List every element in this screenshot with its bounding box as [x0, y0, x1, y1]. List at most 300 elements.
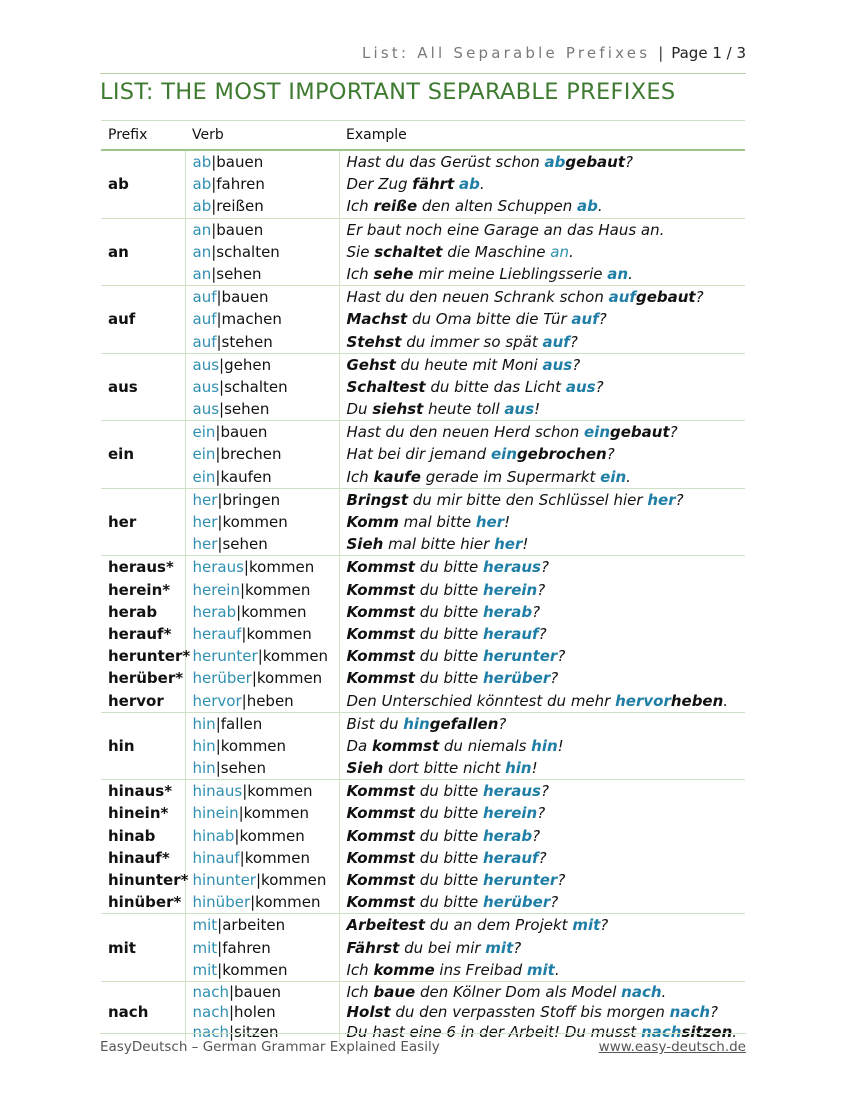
verb-stem: sehen	[222, 535, 268, 554]
example-text: ?	[540, 782, 549, 801]
prefix-label: aus	[108, 377, 138, 396]
verb-entry	[193, 645, 339, 667]
example-text: ins Freibad	[434, 960, 527, 979]
separator-bar: |	[216, 310, 222, 329]
prefix-highlight: hin	[505, 759, 532, 778]
verb-prefix: herüber	[192, 669, 252, 688]
verb-stem: sehen	[224, 400, 270, 419]
example-text: !	[531, 759, 538, 778]
example-cell	[339, 488, 745, 556]
example-text: !	[557, 736, 564, 755]
example-text: mal bitte	[398, 513, 476, 531]
verb-prefix: mit	[192, 960, 218, 979]
verb-emphasis: Kommst	[346, 848, 415, 867]
example-text: du mir bitte den Schlüssel hier	[408, 490, 648, 509]
prefix-cell	[101, 914, 185, 982]
example-text: du bitte	[414, 848, 483, 867]
verb-stem: kommen	[247, 782, 313, 801]
verb-cell	[185, 914, 339, 982]
verb-prefix: hinauf	[192, 848, 240, 867]
example-text: .	[554, 960, 560, 979]
prefix-highlight: herunter	[482, 647, 558, 666]
example-text: heute toll	[423, 400, 505, 419]
verb-emphasis: Kommst	[346, 826, 415, 845]
verb-entry	[193, 489, 339, 511]
separator-bar: |	[236, 602, 242, 621]
prefix-label: nach	[108, 1002, 149, 1021]
verb-prefix: hervor	[192, 691, 242, 710]
example-text: ?	[675, 490, 684, 509]
verb-entry	[193, 891, 339, 913]
example-text: du bitte	[414, 647, 483, 666]
separator-bar: |	[217, 916, 223, 935]
column-header-prefix: Prefix	[101, 121, 185, 151]
verb-stem: reißen	[216, 197, 264, 216]
example-sentence	[347, 533, 746, 555]
example-text: Ich	[346, 960, 374, 979]
example-text: .	[628, 264, 633, 283]
prefix-table	[101, 120, 745, 1042]
example-text: ?	[532, 826, 541, 845]
verb-stem: sehen	[216, 264, 262, 283]
verb-emphasis: baue	[373, 982, 416, 1001]
separator-bar: |	[239, 580, 246, 599]
verb-prefix: an	[192, 264, 212, 283]
verb-prefix: hin	[192, 736, 216, 755]
example-sentence	[347, 579, 746, 601]
page-title: LIST: THE MOST IMPORTANT SEPARABLE PREFIXES	[100, 79, 676, 105]
verb-prefix: hinüber	[192, 893, 251, 912]
verb-prefix: ab	[192, 197, 212, 216]
verb-entry	[193, 914, 339, 936]
header-separator: |	[658, 44, 664, 62]
example-text: ?	[606, 445, 615, 464]
separator-bar: |	[251, 669, 257, 688]
example-text: ?	[498, 714, 507, 733]
example-sentence	[347, 623, 746, 645]
example-cell	[339, 914, 745, 982]
verb-stem: bauen	[216, 220, 264, 239]
verb-emphasis: Gehst	[346, 355, 396, 374]
prefix-label: herauf*	[108, 624, 172, 643]
verb-stem: kommen	[243, 804, 309, 823]
prefix-label: hervor	[108, 691, 164, 710]
example-text: ?	[600, 916, 609, 935]
verb-prefix: aus	[192, 355, 220, 374]
verb-emphasis: Kommst	[346, 647, 415, 666]
verb-prefix: aus	[192, 377, 220, 396]
verb-stem: sehen	[220, 759, 267, 778]
verb-entry	[193, 354, 339, 376]
example-text: .	[479, 175, 485, 194]
example-sentence	[347, 354, 746, 376]
verb-emphasis: gebaut	[635, 288, 696, 307]
example-sentence	[347, 286, 746, 308]
example-text: du immer so spät	[401, 332, 543, 351]
example-text: du bitte	[414, 669, 483, 688]
prefix-label: hinunter*	[108, 871, 189, 889]
prefix-highlight: hervor	[615, 691, 671, 710]
prefix-highlight: her	[475, 513, 505, 531]
prefix-label: herüber*	[108, 669, 184, 688]
example-text: du den verpassten Stoff bis morgen	[390, 1002, 670, 1021]
separator-bar: |	[238, 804, 244, 823]
verb-entry	[193, 443, 339, 465]
verb-stem: fahren	[216, 175, 265, 194]
verb-cell	[185, 712, 339, 780]
example-text: ?	[513, 938, 522, 957]
example-sentence	[347, 891, 746, 913]
separator-bar: |	[211, 153, 217, 171]
prefix-highlight: mit	[526, 960, 555, 979]
verb-emphasis: Komm	[346, 513, 399, 531]
example-text: Ich	[346, 467, 374, 486]
prefix-highlight: hin	[531, 736, 558, 755]
table-row	[101, 353, 745, 421]
table-row	[101, 914, 745, 982]
prefix-label: ein	[108, 445, 134, 464]
verb-stem: kommen	[255, 893, 321, 912]
verb-entry	[193, 1002, 339, 1022]
example-text: .	[732, 1022, 738, 1041]
verb-prefix: an	[192, 220, 212, 239]
verb-stem: kommen	[248, 558, 315, 577]
example-sentence	[347, 466, 746, 488]
example-sentence	[347, 667, 746, 689]
prefix-cell	[101, 218, 185, 286]
verb-prefix: ein	[192, 467, 216, 486]
example-sentence	[347, 331, 746, 353]
prefix-highlight: nach	[669, 1002, 711, 1021]
example-cell	[339, 421, 745, 489]
prefix-cell	[101, 712, 185, 780]
verb-prefix: her	[192, 490, 218, 509]
verb-entry	[193, 959, 339, 981]
verb-stem: holen	[234, 1002, 276, 1021]
example-text: mal bitte hier	[383, 535, 495, 554]
verb-prefix: ab	[192, 175, 212, 194]
example-text: ?	[538, 848, 547, 867]
example-sentence	[347, 735, 746, 757]
verb-prefix: herauf	[192, 624, 242, 643]
verb-stem: brechen	[220, 445, 282, 464]
verb-emphasis: siehst	[372, 400, 424, 419]
prefix-label: hinaus*	[108, 782, 173, 801]
prefix-highlight: her	[647, 490, 676, 509]
verb-emphasis: gebrochen	[516, 445, 607, 464]
verb-entry	[193, 623, 339, 645]
verb-prefix: hinunter	[192, 871, 256, 889]
example-text: mir meine Lieblingsserie	[413, 264, 608, 283]
separator-bar: |	[215, 714, 221, 733]
verb-emphasis: Kommst	[346, 558, 415, 577]
example-text: ?	[569, 332, 578, 351]
verb-stem: kommen	[241, 602, 307, 621]
verb-emphasis: sitzen	[681, 1022, 733, 1041]
example-text: Hast du den neuen Herd schon	[346, 423, 584, 442]
verb-emphasis: Kommst	[346, 804, 415, 823]
verb-emphasis: gefallen	[429, 714, 499, 733]
example-text: dort bitte nicht	[383, 759, 506, 778]
example-text: .	[597, 197, 603, 216]
header-rule	[100, 73, 746, 74]
prefix-highlight: herab	[482, 602, 533, 621]
verb-emphasis: reiße	[373, 197, 418, 216]
verb-emphasis: Kommst	[346, 669, 415, 688]
prefix-highlight: herüber	[482, 669, 551, 688]
verb-stem: gehen	[224, 355, 272, 374]
verb-prefix: herein	[192, 580, 240, 599]
example-cell	[339, 780, 745, 914]
prefix-highlight: heraus	[482, 558, 541, 577]
example-text: .	[661, 982, 667, 1001]
verb-emphasis: Kommst	[346, 602, 415, 621]
example-text: .	[569, 242, 574, 261]
example-text: ?	[550, 669, 559, 688]
prefix-highlight: aus	[542, 355, 573, 374]
separator-bar: |	[228, 1022, 235, 1041]
example-sentence	[347, 982, 746, 1002]
verb-prefix: herunter	[192, 647, 258, 666]
example-text: du bitte	[414, 804, 483, 823]
verb-prefix: hinein	[192, 804, 239, 823]
example-sentence	[347, 398, 746, 420]
prefix-highlight: her	[494, 535, 523, 554]
table-row	[101, 556, 745, 712]
prefix-highlight: auf	[542, 332, 570, 351]
verb-entry	[193, 331, 339, 353]
example-text: du an dem Projekt	[425, 916, 573, 935]
example-sentence	[347, 556, 746, 578]
example-sentence	[347, 421, 746, 443]
verb-emphasis: Kommst	[346, 782, 415, 801]
example-text: Hast du das Gerüst schon	[346, 153, 545, 171]
example-text: Hat bei dir jemand	[346, 445, 491, 464]
verb-prefix: hin	[192, 714, 216, 733]
prefix-label: herunter*	[108, 647, 191, 666]
verb-emphasis: fährt	[412, 175, 455, 194]
prefix-cell	[101, 353, 185, 421]
prefix-highlight: ab	[577, 197, 598, 216]
verb-stem: kommen	[239, 826, 305, 845]
verb-entry	[193, 735, 339, 757]
verb-cell	[185, 150, 339, 218]
verb-entry	[193, 667, 339, 689]
verb-emphasis: heben	[670, 691, 724, 710]
example-text: du bitte das Licht	[425, 377, 566, 396]
running-header-title: List: All Separable Prefixes	[361, 44, 651, 62]
prefix-highlight: aus	[565, 377, 596, 396]
prefix-label: hin	[108, 736, 135, 755]
prefix-highlight: ein	[600, 467, 627, 486]
example-text: ?	[537, 804, 546, 823]
verb-entry	[193, 713, 339, 735]
verb-entry	[193, 511, 339, 533]
example-sentence	[347, 713, 746, 735]
example-text: Du	[346, 400, 373, 419]
example-text: du bitte	[414, 871, 483, 889]
example-text: du niemals	[439, 736, 532, 755]
example-text: ?	[538, 624, 547, 643]
separator-bar: |	[257, 647, 263, 666]
example-text: Ich	[346, 197, 374, 216]
verb-stem: schalten	[224, 377, 288, 396]
example-cell	[339, 218, 745, 286]
example-text: Da	[346, 736, 373, 755]
verb-emphasis: Fährst	[346, 938, 400, 957]
example-text: Er baut noch eine Garage an das Haus an.	[346, 220, 665, 239]
separator-bar: |	[242, 782, 248, 801]
example-text: ?	[710, 1002, 718, 1021]
separator-bar: |	[243, 558, 249, 577]
verb-cell	[185, 286, 339, 354]
prefix-highlight: heraus	[482, 782, 541, 801]
table-row	[101, 218, 745, 286]
separator-bar: |	[215, 736, 221, 755]
example-text: Ich	[346, 264, 374, 283]
example-text: du bitte	[414, 580, 483, 599]
verb-prefix: heraus	[192, 558, 244, 577]
prefix-highlight: ab	[544, 153, 566, 171]
prefix-highlight: nach	[621, 982, 662, 1001]
example-text: du bitte	[414, 782, 483, 801]
verb-stem: bringen	[222, 490, 281, 509]
verb-entry	[193, 802, 339, 824]
example-sentence	[347, 489, 746, 511]
prefix-highlight: mit	[485, 938, 514, 957]
prefix-highlight: herab	[482, 826, 533, 845]
prefix-highlight: herauf	[482, 624, 539, 643]
table-row	[101, 712, 745, 780]
verb-prefix: ein	[192, 445, 216, 464]
footer-rule	[100, 1033, 746, 1034]
column-header-example: Example	[339, 121, 745, 151]
verb-entry	[193, 825, 339, 847]
prefix-highlight: an	[607, 264, 629, 283]
example-text: du bitte	[414, 558, 483, 577]
verb-entry	[193, 398, 339, 420]
separator-bar: |	[215, 759, 221, 778]
example-text: Du hast eine 6 in der Arbeit! Du musst	[346, 1022, 642, 1041]
prefix-label: ab	[108, 175, 129, 194]
prefix-label: hinein*	[108, 804, 169, 823]
separator-bar: |	[211, 197, 217, 216]
example-sentence	[347, 690, 746, 712]
verb-prefix: mit	[192, 938, 218, 957]
verb-entry	[193, 757, 339, 779]
verb-cell	[185, 353, 339, 421]
separator-bar: |	[216, 332, 222, 351]
prefix-label: hinüber*	[108, 893, 182, 912]
example-text: du bitte	[414, 826, 483, 845]
prefix-highlight: ab	[458, 175, 480, 194]
example-text: du bitte	[414, 893, 483, 912]
example-text: du bitte	[414, 602, 483, 621]
example-text: !	[522, 535, 529, 554]
verb-entry	[193, 780, 339, 802]
separator-bar: |	[211, 220, 217, 239]
example-text: ?	[625, 153, 633, 171]
example-text: ?	[532, 602, 541, 621]
verb-entry	[193, 308, 339, 330]
verb-prefix: hinaus	[192, 782, 243, 801]
separator-bar: |	[217, 938, 223, 957]
verb-entry	[193, 690, 339, 712]
example-text: ?	[557, 647, 566, 666]
example-text: ?	[598, 310, 607, 329]
example-sentence	[347, 241, 746, 263]
verb-emphasis: Bringst	[346, 490, 408, 509]
verb-stem: bauen	[216, 153, 264, 171]
verb-emphasis: Kommst	[346, 624, 415, 643]
example-text: Sie	[346, 242, 375, 261]
separator-bar: |	[219, 355, 225, 374]
example-text: Hast du den neuen Schrank schon	[346, 288, 609, 307]
prefix-cell	[101, 780, 189, 914]
example-text: ?	[540, 558, 549, 577]
verb-entry	[193, 376, 339, 398]
separator-bar: |	[255, 871, 262, 889]
verb-cell	[185, 488, 339, 556]
prefix-highlight: mit	[572, 916, 601, 935]
prefix-label: hinab	[108, 826, 156, 845]
separator-bar: |	[217, 513, 223, 531]
separator-bar: |	[217, 960, 223, 979]
prefix-highlight: herein	[482, 580, 538, 599]
verb-entry	[193, 263, 339, 285]
table-row	[101, 421, 745, 489]
verb-prefix: hinab	[192, 826, 235, 845]
verb-stem: kommen	[222, 513, 288, 531]
verb-prefix: auf	[192, 288, 217, 307]
prefix-plain: an	[550, 242, 569, 261]
separator-bar: |	[241, 691, 247, 710]
example-cell	[339, 712, 745, 780]
example-cell	[339, 556, 745, 712]
footer-website-link[interactable]: www.easy-deutsch.de	[598, 1039, 746, 1055]
prefix-cell	[101, 150, 185, 218]
separator-bar: |	[219, 377, 225, 396]
verb-cell	[185, 421, 339, 489]
verb-stem: bauen	[220, 423, 268, 442]
separator-bar: |	[215, 423, 221, 442]
verb-entry	[193, 421, 339, 443]
verb-entry	[193, 847, 339, 869]
example-text: .	[626, 467, 631, 486]
example-sentence	[347, 308, 746, 330]
example-text: .	[723, 691, 729, 710]
verb-stem: sitzen	[234, 1022, 279, 1041]
verb-stem: kommen	[261, 871, 327, 889]
example-sentence	[347, 1002, 746, 1022]
table-row	[101, 286, 745, 354]
prefix-highlight: ein	[584, 423, 610, 442]
example-cell	[339, 150, 745, 218]
verb-prefix: herab	[192, 602, 237, 621]
table-row	[101, 780, 745, 914]
verb-prefix: auf	[192, 332, 217, 351]
prefix-highlight: herunter	[482, 871, 558, 889]
example-cell	[339, 353, 745, 421]
example-sentence	[347, 825, 746, 847]
verb-cell	[185, 780, 339, 914]
prefix-highlight: auf	[608, 288, 636, 307]
prefix-highlight: herauf	[482, 848, 539, 867]
verb-stem: heben	[246, 691, 294, 710]
example-sentence	[347, 195, 746, 217]
verb-prefix: nach	[192, 1022, 229, 1041]
separator-bar: |	[211, 264, 217, 283]
